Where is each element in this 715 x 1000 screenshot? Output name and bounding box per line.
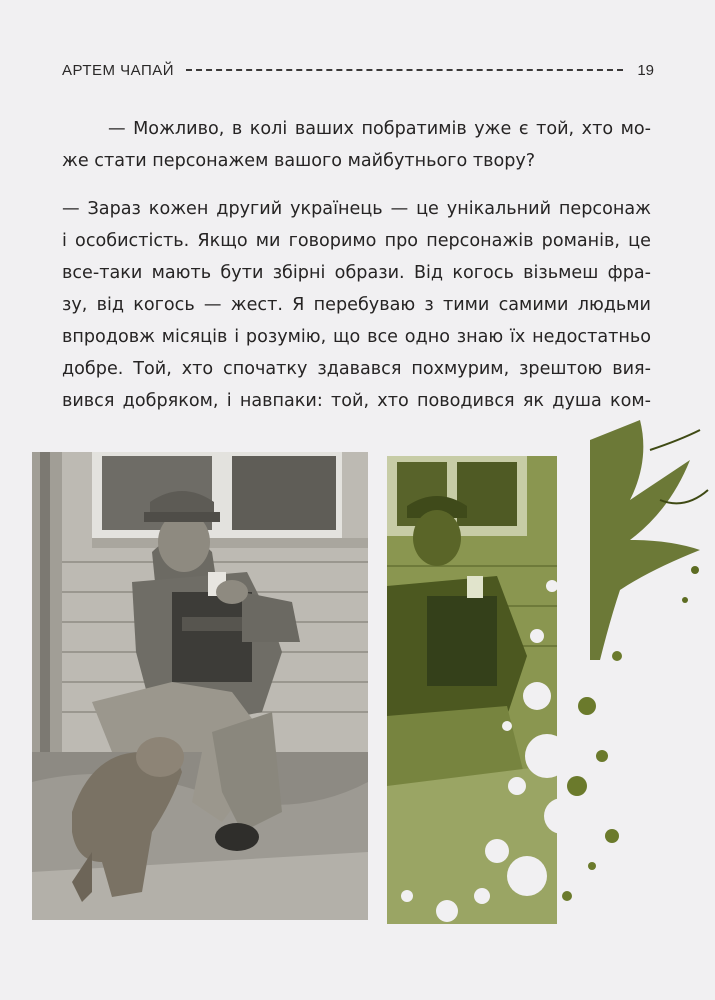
page-number: 19	[637, 61, 654, 79]
header-dashed-rule	[186, 69, 623, 71]
text-line: впродовж місяців і розумію, що все одно знаю їх недостатньо	[62, 327, 651, 347]
text-line: все-таки мають бути збірні образи. Від когось візьмеш фра-	[62, 263, 651, 283]
question-paragraph	[62, 113, 651, 177]
text-line: і особистість. Якщо ми говоримо про персонажів романів, це	[62, 231, 651, 251]
author-name: АРТЕМ ЧАПАЙ	[62, 61, 175, 79]
answer-paragraph	[62, 193, 651, 417]
text-line: — Можливо, в колі ваших побратимів уже є той, хто мо-	[108, 119, 651, 139]
text-line: зу, від когось — жест. Я перебуваю з тими самими людьми	[62, 295, 651, 315]
text-line: же стати персонажем вашого майбутнього твору?	[62, 151, 536, 171]
text-line: вився добряком, і навпаки: той, хто поводився як душа ком-	[62, 391, 651, 411]
photo-illustration	[32, 452, 368, 920]
running-header	[62, 58, 654, 82]
text-line: — Зараз кожен другий українець — це унікальний персонаж	[62, 199, 651, 219]
text-line: добре. Той, хто спочатку здавався похмурим, зрештою вия-	[62, 359, 651, 379]
soldier-with-dog-photo	[32, 452, 368, 920]
foliage-splash-decoration	[590, 420, 715, 660]
